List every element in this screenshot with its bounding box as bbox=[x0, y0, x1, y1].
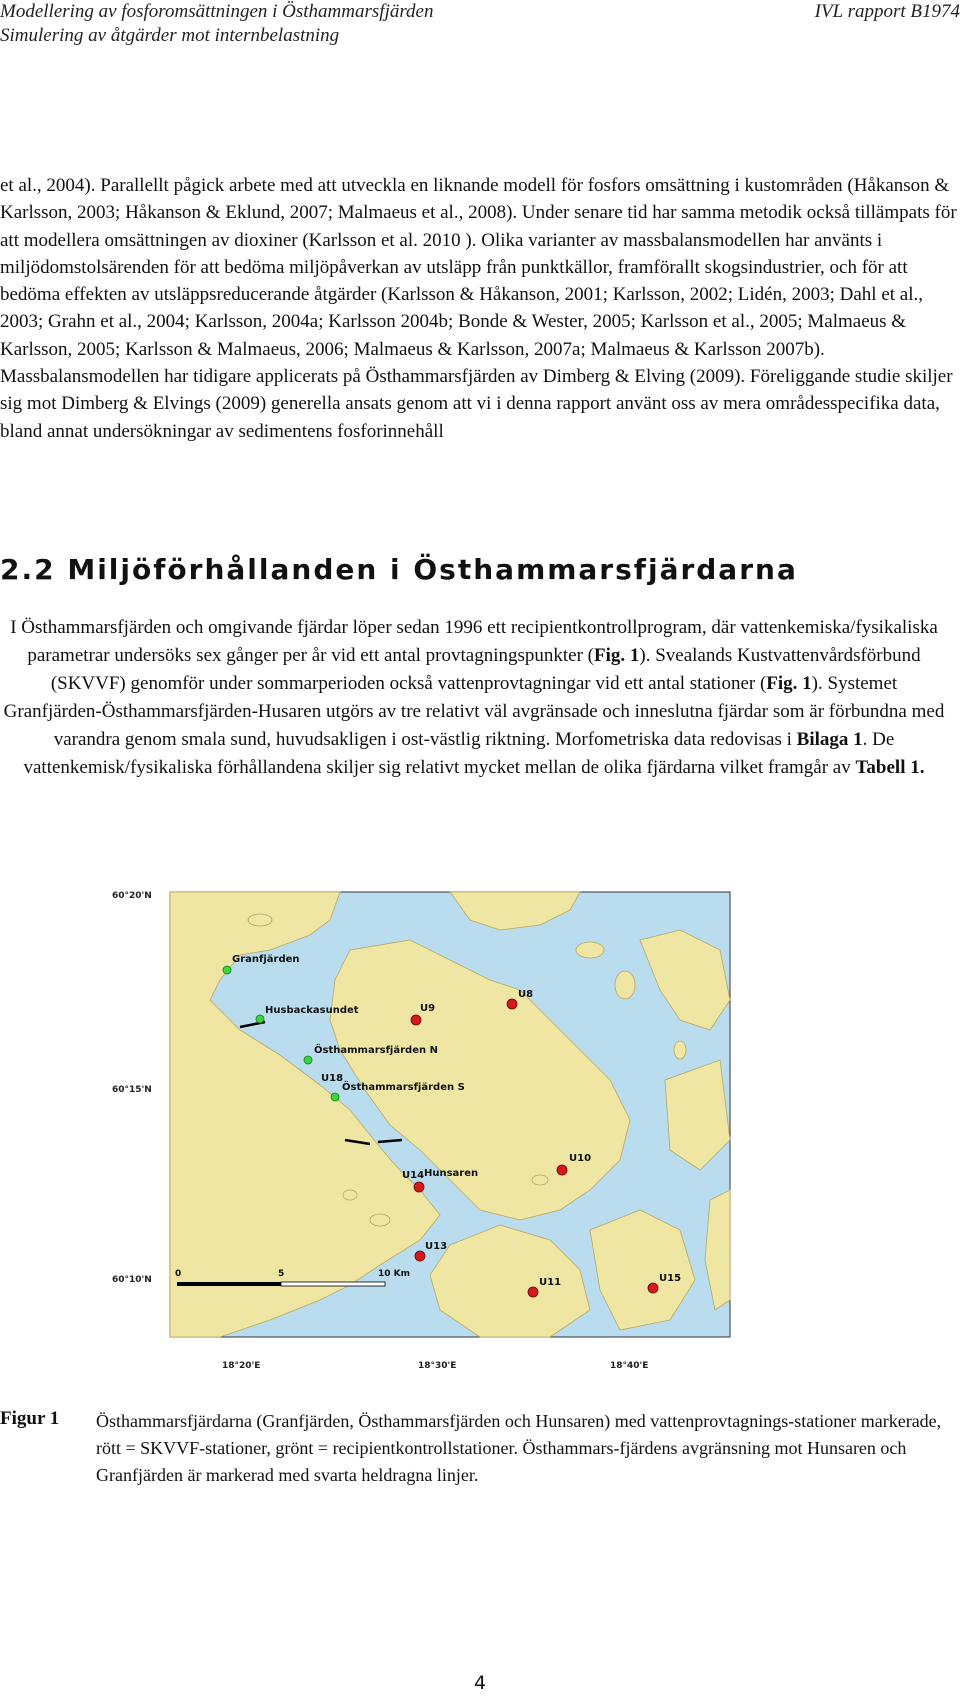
lon-label-18-40: 18°40'E bbox=[610, 1361, 649, 1371]
station-granfjarden bbox=[223, 966, 231, 974]
para2-part-d: . De vattenkemisk/fysikaliska förhållandena skiljer sig relativt mycket mellan de olika fjärdarna vilket framgår av bbox=[23, 729, 895, 778]
section-heading: 2.2 Miljöförhållanden i Östhammarsfjärdarna bbox=[0, 553, 798, 586]
station-u14 bbox=[414, 1182, 424, 1192]
station-osthammarsfjarden-s bbox=[331, 1093, 339, 1101]
label-u13: U13 bbox=[425, 1241, 448, 1252]
para2-part-a: I Östhammarsfjärden och omgivande fjärdar löper sedan 1996 ett recipientkontrollprogram, där vattenkemiska/fysikaliska parametrar undersöks sex gånger per år vid ett antal provtagningspunkter ( bbox=[10, 617, 938, 666]
station-u8 bbox=[507, 999, 517, 1009]
label-u11: U11 bbox=[539, 1277, 562, 1288]
figure-reference-2: Fig. 1 bbox=[766, 673, 812, 694]
label-u14: U14 bbox=[402, 1170, 425, 1181]
figure-reference: Fig. 1 bbox=[594, 645, 640, 666]
table-reference: Tabell 1. bbox=[855, 757, 925, 778]
para1-part-a: et al., 2004). Parallellt pågick arbete med att utveckla en liknande modell för fosfors omsättning i kustområden (Håkanson & Karlsson, 2003; Håkanson & Eklund, 2007; Malmaeus et al., 2008). Under senare tid har samma metodik också tillämpats för att modellera omsättningen av dioxiner (Karlsson et al. 2010 ). bbox=[0, 175, 957, 251]
station-u10 bbox=[557, 1165, 567, 1175]
running-header-left bbox=[0, 0, 433, 48]
lat-label-60-20: 60°20'N bbox=[112, 891, 152, 901]
label-osthammarsfjarden-n: Östhammarsfjärden N bbox=[314, 1045, 438, 1056]
header-title: Modellering av fosforomsättningen i Östhammarsfjärden bbox=[0, 1, 434, 22]
station-husbackasundet bbox=[256, 1015, 264, 1023]
station-u13 bbox=[415, 1251, 425, 1261]
station-map bbox=[112, 880, 785, 1380]
caption-label: Figur 1 bbox=[0, 1408, 60, 1429]
body-paragraph-2 bbox=[0, 614, 948, 782]
header-subtitle: Simulering av åtgärder mot internbelastning bbox=[0, 25, 340, 46]
para2-part-b: ). Svealands Kustvattenvårdsförbund (SKVVF) genomför under sommarperioden också vattenprovtagningar vid ett antal stationer ( bbox=[50, 645, 921, 694]
station-u15 bbox=[648, 1283, 658, 1293]
appendix-reference: Bilaga 1 bbox=[796, 729, 863, 750]
lon-label-18-20: 18°20'E bbox=[222, 1361, 261, 1371]
lon-label-18-30: 18°30'E bbox=[418, 1361, 457, 1371]
station-u11 bbox=[528, 1287, 538, 1297]
station-u9 bbox=[411, 1015, 421, 1025]
page-number: 4 bbox=[473, 1672, 487, 1694]
label-u10: U10 bbox=[569, 1153, 592, 1164]
label-husbackasundet: Husbackasundet bbox=[265, 1005, 359, 1016]
label-hunsaren: Hunsaren bbox=[424, 1168, 479, 1179]
label-u9: U9 bbox=[420, 1003, 436, 1014]
label-u8: U8 bbox=[518, 989, 534, 1000]
scale-label-0: 0 bbox=[175, 1269, 182, 1279]
label-osthammarsfjarden-s: Östhammarsfjärden S bbox=[342, 1082, 465, 1093]
label-u15: U15 bbox=[659, 1273, 682, 1284]
label-granfjarden: Granfjärden bbox=[232, 954, 300, 965]
para1-part-b: Olika varianter av massbalansmodellen har använts i miljödomstolsärenden för att bedöma miljöpåverkan av utsläpp från punktkällor, framförallt skogsindustrier, och för att bedöma effekten av utsläppsreducerande åtgärder (Karlsson & Håkanson, 2001; Karlsson, 2002; Lidén, 2003; Dahl et al., 2003; Grahn et al., 2004; Karlsson, 2004a; Karlsson 2004b; Bonde & Wester, 2005; Karlsson et al., 2005; Malmaeus & Karlsson, 2005; Karlsson & Malmaeus, 2006; Malmaeus & Karlsson, 2007a; Malmaeus & Karlsson 2007b). Massbalansmodellen har tidigare applicerats på Östhammarsfjärden av Dimberg & Elving (2009). Föreliggande studie skiljer sig mot Dimberg & Elvings (2009) generella ansats genom att vi i denna rapport använt oss av mera områdesspecifika data, bland annat undersökningar av sedimentens fosforinnehåll bbox=[0, 229, 953, 442]
figure-caption: Östhammarsfjärdarna (Granfjärden, Östhammarsfjärden och Hunsaren) med vattenprovtagnings-stationer markerade, rött = SKVVF-stationer, grönt = recipientkontrollstationer. Östhammars-fjärdens avgränsning mot Hunsaren och Granfjärden är markerad med svarta heldragna linjer. bbox=[96, 1411, 942, 1485]
scale-label-10: 10 Km bbox=[378, 1269, 411, 1279]
para2-part-c: ). Systemet Granfjärden-Östhammarsfjärden-Husaren utgörs av tre relativt väl avgränsade och inneslutna fjärdar som är förbundna med varandra genom smala sund, huvudsakligen i ost-västlig riktning. Morfometriska data redovisas i bbox=[3, 673, 945, 750]
report-number: IVL rapport B1974 bbox=[814, 1, 960, 22]
label-u18: U18 bbox=[321, 1073, 344, 1084]
station-osthammarsfjarden-n bbox=[304, 1056, 312, 1064]
lat-label-60-10: 60°10'N bbox=[112, 1275, 152, 1285]
lat-label-60-15: 60°15'N bbox=[112, 1085, 152, 1095]
body-paragraph-1 bbox=[0, 172, 960, 445]
scale-label-5: 5 bbox=[278, 1269, 285, 1279]
